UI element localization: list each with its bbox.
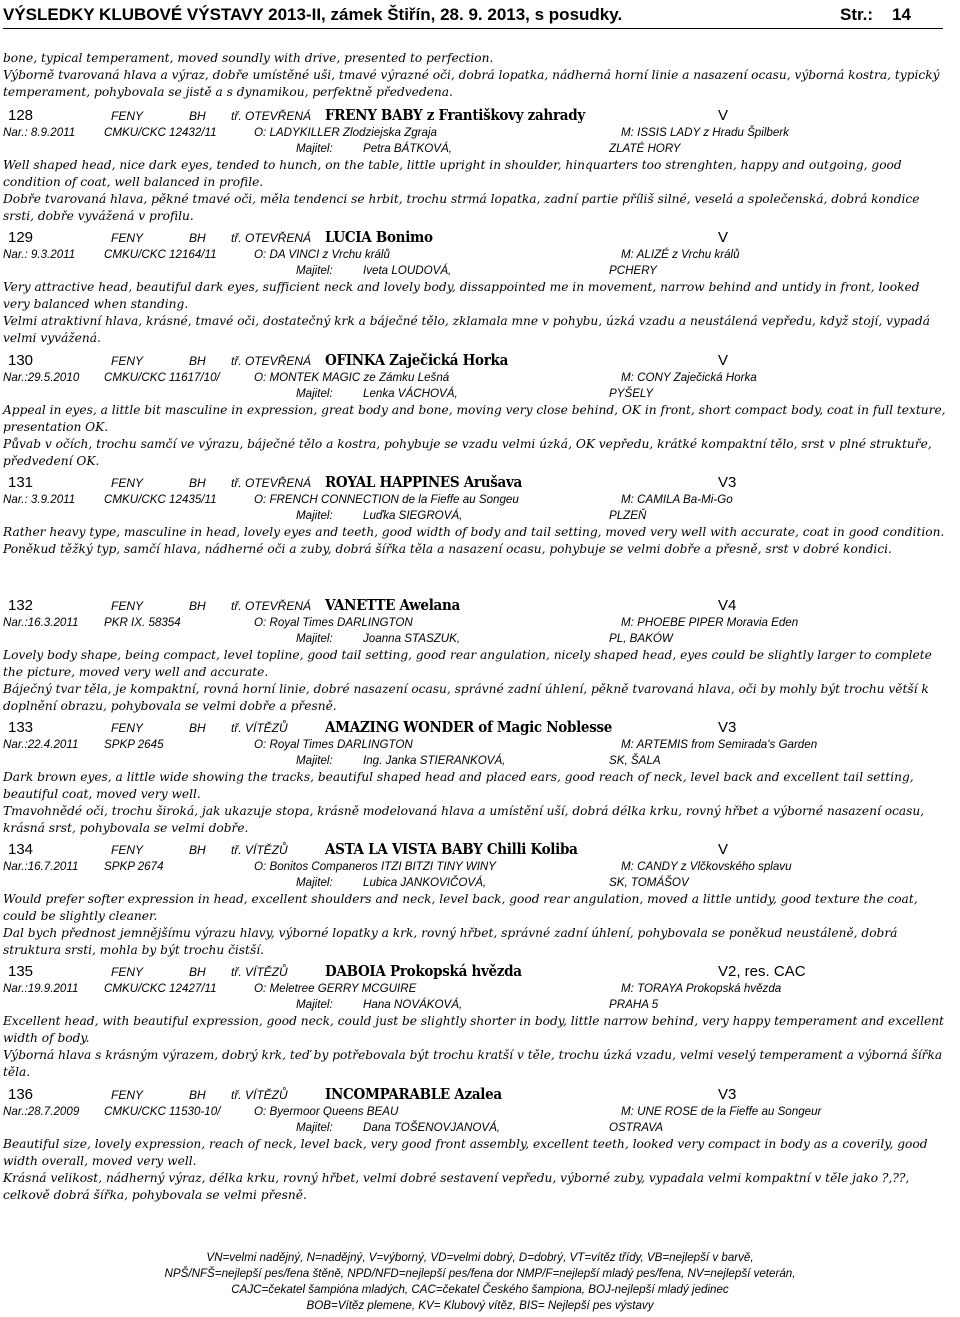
owner-name: Luďka SIEGROVÁ, — [363, 509, 463, 522]
entry-head — [0, 962, 960, 981]
grade: V — [718, 229, 729, 246]
dog-name: INCOMPARABLE Azalea — [325, 1085, 502, 1103]
show-class: tř. VÍTĚZŮ — [231, 1088, 288, 1102]
page-number-block — [840, 2, 911, 28]
dog-name: LUCIA Bonimo — [325, 228, 433, 246]
critique-czech: Báječný tvar těla, je kompaktní, rovná horní linie, dobré nasazení ocasu, správné zadní úhlení, pěkně tvarovaná hlava, oči by mohly být trochu větší k doplnění obrazu, pohybovala se velmi dobře a přesně. — [3, 682, 929, 713]
critique-czech: Půvab v očích, trochu samčí ve výrazu, báječné tělo a kostra, pohybuje se vzadu velmi úzká, OK vepředu, krátké kompaktní tělo, srst v plné struktuře, předvedení OK. — [3, 437, 932, 468]
entry-135 — [0, 962, 960, 1080]
owner-label: Majitel: — [296, 509, 333, 522]
coat-color: BH — [189, 599, 206, 613]
critique-czech: Dobře tvarovaná hlava, pěkné tmavé oči, měla tendenci se hrbit, trochu strmá lopatka, zadní partie příliš silné, veselá a společenská, dobrá kondice srsti, dobře vyvážená v profilu. — [3, 192, 920, 223]
owner-row — [0, 753, 960, 769]
dog-name: VANETTE Awelana — [325, 596, 460, 614]
coat-color: BH — [189, 965, 206, 979]
coat-color: BH — [189, 476, 206, 490]
owner-label: Majitel: — [296, 142, 333, 155]
pedigree-row — [0, 737, 960, 753]
show-class: tř. VÍTĚZŮ — [231, 843, 288, 857]
grade: V2, res. CAC — [718, 963, 806, 980]
carryover-critique — [3, 50, 948, 101]
critique-english: Very attractive head, beautiful dark eyes, sufficient neck and lovely body, dissappointed me in movement, narrow behind and untidy in front, looked very balanced when standing. — [3, 280, 920, 311]
catalog-number: 135 — [8, 963, 34, 980]
grade: V3 — [718, 719, 737, 736]
sire: O: MONTEK MAGIC ze Zámku Lešná — [254, 371, 450, 384]
entry-head — [0, 840, 960, 859]
show-class: tř. OTEVŘENÁ — [231, 476, 312, 490]
sex: FENY — [111, 721, 144, 735]
critique-english: Would prefer softer expression in head, excellent shoulders and neck, level back, good rear angulation, moved a little untidy, good texture the coat, could be slightly cleaner. — [3, 892, 918, 923]
entry-head — [0, 473, 960, 492]
critique — [3, 769, 948, 837]
grade: V4 — [718, 597, 737, 614]
owner-city: PCHERY — [609, 264, 657, 277]
owner-city: PYŠELY — [609, 387, 654, 400]
catalog-number: 131 — [8, 474, 34, 491]
owner-city: PRAHA 5 — [609, 998, 659, 1011]
sire: O: Royal Times DARLINGTON — [254, 616, 413, 629]
legend-line: NPŠ/NFŠ=nejlepší pes/fena štěně, NPD/NFD=nejlepší pes/fena dor NMP/F=nejlepší mladý pes/fena, NV=nejlepší veterán, — [164, 1267, 796, 1280]
catalog-number: 132 — [8, 597, 34, 614]
entry-head — [0, 228, 960, 247]
owner-name: Lubica JANKOVIČOVÁ, — [363, 876, 487, 889]
show-class: tř. VÍTĚZŮ — [231, 965, 288, 979]
catalog-number: 129 — [8, 229, 34, 246]
owner-city: PL, BAKÓW — [609, 632, 673, 645]
sire: O: Royal Times DARLINGTON — [254, 738, 413, 751]
birth-date: Nar.:29.5.2010 — [3, 371, 80, 384]
dam: M: CANDY z Vlčkovského splavu — [621, 860, 792, 873]
owner-label: Majitel: — [296, 998, 333, 1011]
critique — [3, 279, 948, 347]
pedigree-row — [0, 615, 960, 631]
dam: M: ISSIS LADY z Hradu Špilberk — [621, 126, 789, 139]
entry-136 — [0, 1085, 960, 1203]
owner-name: Lenka VÁCHOVÁ, — [363, 387, 458, 400]
owner-row — [0, 875, 960, 891]
owner-row — [0, 997, 960, 1013]
owner-label: Majitel: — [296, 387, 333, 400]
entry-132 — [0, 596, 960, 714]
catalog-number: 133 — [8, 719, 34, 736]
dam: M: CONY Zaječická Horka — [621, 371, 757, 384]
critique — [3, 1013, 948, 1081]
dam: M: ARTEMIS from Semirada's Garden — [621, 738, 818, 751]
registration-number: CMKU/CKC 12435/11 — [104, 493, 217, 506]
pedigree-row — [0, 247, 960, 263]
owner-label: Majitel: — [296, 1121, 333, 1134]
critique-czech: Dal bych přednost jemnějšímu výrazu hlavy, výborné lopatky a krk, rovný hřbet, správné zadní úhlení, pohybovala se poněkud neustáleně, dobrá struktura srsti, mohla by být trochu čistší. — [3, 926, 898, 957]
dam: M: ALIZÉ z Vrchu králů — [621, 248, 740, 261]
sex: FENY — [111, 354, 144, 368]
entry-129 — [0, 228, 960, 346]
sire: O: Bonitos Companeros ITZI BITZI TINY WINY — [254, 860, 497, 873]
dog-name: DABOIA Prokopská hvězda — [325, 962, 522, 980]
birth-date: Nar.: 3.9.2011 — [3, 493, 76, 506]
entry-133 — [0, 718, 960, 836]
critique-czech: Tmavohnědé oči, trochu široká, jak ukazuje stopa, krásně modelovaná hlava a umístění uší, dobrá délka krku, rovný hřbet a výborné nasazení ocasu, krásná srst, pohybovala se velmi dobře. — [3, 804, 925, 835]
critique — [3, 1136, 948, 1204]
registration-number: CMKU/CKC 11617/10/ — [104, 371, 220, 384]
catalog-number: 134 — [8, 841, 34, 858]
entry-134 — [0, 840, 960, 958]
critique-czech: Velmi atraktivní hlava, krásné, tmavé oči, dostatečný krk a báječné tělo, zklamala mne v pohybu, úzká vzadu a neustálená vepředu, když stojí, vypadá velmi vyvážená. — [3, 314, 930, 345]
sire: O: FRENCH CONNECTION de la Fieffe au Songeu — [254, 493, 519, 506]
entry-130 — [0, 351, 960, 469]
page-title: VÝSLEDKY KLUBOVÉ VÝSTAVY 2013-II, zámek Štiřín, 28. 9. 2013, s posudky. — [3, 5, 623, 24]
critique-english: Rather heavy type, masculine in head, lovely eyes and teeth, good width of body and tail setting, moved very well with accurate, coat in good condition. — [3, 525, 945, 539]
entry-head — [0, 718, 960, 737]
dog-name: ROYAL HAPPINES Arušava — [325, 473, 522, 491]
pedigree-row — [0, 981, 960, 997]
dam: M: UNE ROSE de la Fieffe au Songeur — [621, 1105, 822, 1118]
entry-head — [0, 596, 960, 615]
dam: M: TORAYA Prokopská hvězda — [621, 982, 782, 995]
owner-name: Ing. Janka STIERANKOVÁ, — [363, 754, 506, 767]
entry-head — [0, 106, 960, 125]
owner-name: Iveta LOUDOVÁ, — [363, 264, 452, 277]
sex: FENY — [111, 231, 144, 245]
critique — [3, 524, 948, 558]
birth-date: Nar.: 9.3.2011 — [3, 248, 76, 261]
sex: FENY — [111, 965, 144, 979]
coat-color: BH — [189, 354, 206, 368]
owner-name: Joanna STASZUK, — [363, 632, 461, 645]
pedigree-row — [0, 125, 960, 141]
coat-color: BH — [189, 721, 206, 735]
page-header — [3, 2, 943, 29]
pedigree-row — [0, 492, 960, 508]
critique-czech: Poněkud těžký typ, samčí hlava, nádherné oči a zuby, dobrá šířka těla a nasazení ocasu, pohybuje se velmi dobře a přesně, srst v dobré kondici. — [3, 542, 892, 556]
owner-label: Majitel: — [296, 264, 333, 277]
owner-label: Majitel: — [296, 632, 333, 645]
critique — [3, 157, 948, 225]
owner-label: Majitel: — [296, 876, 333, 889]
entry-head — [0, 1085, 960, 1104]
registration-number: CMKU/CKC 12432/11 — [104, 126, 217, 139]
critique-english: Dark brown eyes, a little wide showing the tracks, beautiful shaped head and placed ears, good reach of neck, level back and excellent tail setting, beautiful coat, moved very well. — [3, 770, 914, 801]
owner-label: Majitel: — [296, 754, 333, 767]
critique-english: bone, typical temperament, moved soundly with drive, presented to perfection. — [3, 51, 494, 65]
sex: FENY — [111, 109, 144, 123]
owner-city: SK, TOMÁŠOV — [609, 876, 689, 889]
owner-city: PLZEŇ — [609, 509, 647, 522]
owner-city: ZLATÉ HORY — [609, 142, 681, 155]
grade: V3 — [718, 1086, 737, 1103]
birth-date: Nar.:22.4.2011 — [3, 738, 79, 751]
critique-english: Well shaped head, nice dark eyes, tended to hunch, on the table, little upright in shoulder, hinquarters too strenghten, happy and outgoing, good condition of coat, well balanced in profile. — [3, 158, 902, 189]
pedigree-row — [0, 370, 960, 386]
dog-name: OFINKA Zaječická Horka — [325, 351, 509, 369]
critique-english: Lovely body shape, being compact, level topline, good tail setting, good rear angulation, nicely shaped head, eyes could be slightly larger to complete the picture, moved very well and accurate. — [3, 648, 932, 679]
owner-row — [0, 631, 960, 647]
dog-name: FRENY BABY z Františkovy zahrady — [325, 106, 585, 124]
sex: FENY — [111, 843, 144, 857]
sire: O: Byermoor Queens BEAU — [254, 1105, 399, 1118]
page-label: Str.: — [840, 5, 874, 24]
critique-english: Beautiful size, lovely expression, reach of neck, level back, very good front assembly, excellent teeth, looked very compact in body as a coverily, good width overall, moved very well. — [3, 1137, 928, 1168]
dam: M: PHOEBE PIPER Moravia Eden — [621, 616, 799, 629]
pedigree-row — [0, 1104, 960, 1120]
catalog-number: 136 — [8, 1086, 34, 1103]
grade: V3 — [718, 474, 737, 491]
grade: V — [718, 107, 729, 124]
owner-city: OSTRAVA — [609, 1121, 664, 1134]
owner-name: Petra BÁTKOVÁ, — [363, 142, 452, 155]
coat-color: BH — [189, 1088, 206, 1102]
show-class: tř. VÍTĚZŮ — [231, 721, 288, 735]
catalog-number: 130 — [8, 352, 34, 369]
coat-color: BH — [189, 843, 206, 857]
owner-row — [0, 1120, 960, 1136]
show-class: tř. OTEVŘENÁ — [231, 231, 312, 245]
page-number: 14 — [892, 5, 911, 24]
birth-date: Nar.:16.7.2011 — [3, 860, 79, 873]
critique — [3, 891, 948, 959]
registration-number: CMKU/CKC 12164/11 — [104, 248, 217, 261]
registration-number: CMKU/CKC 11530-10/ — [104, 1105, 221, 1118]
sex: FENY — [111, 476, 144, 490]
owner-row — [0, 141, 960, 157]
coat-color: BH — [189, 109, 206, 123]
legend-line: VN=velmi nadějný, N=nadějný, V=výborný, VD=velmi dobrý, D=dobrý, VT=vítěz třídy, VB=nejlepší v barvě, — [206, 1251, 754, 1264]
grade: V — [718, 841, 729, 858]
critique-czech: Výborná hlava s krásným výrazem, dobrý krk, teď by potřebovala být trochu kratší v těle, trochu úzká vzadu, velmi veselý temperament a výborná šířka těla. — [3, 1048, 943, 1079]
critique — [3, 402, 948, 470]
show-class: tř. OTEVŘENÁ — [231, 354, 312, 368]
sex: FENY — [111, 1088, 144, 1102]
owner-city: SK, ŠALA — [609, 754, 661, 767]
owner-name: Hana NOVÁKOVÁ, — [363, 998, 463, 1011]
entry-head — [0, 351, 960, 370]
registration-number: PKR IX. 58354 — [104, 616, 181, 629]
legend-line: CAJC=čekatel šampióna mladých, CAC=čekatel Českého šampiona, BOJ-nejlepší mladý jedinec — [231, 1283, 729, 1296]
grade: V — [718, 352, 729, 369]
registration-number: CMKU/CKC 12427/11 — [104, 982, 217, 995]
critique-english: Appeal in eyes, a little bit masculine in expression, great body and bone, moving very close behind, OK in front, short compact body, coat in full texture, presentation OK. — [3, 403, 946, 434]
birth-date: Nar.: 8.9.2011 — [3, 126, 76, 139]
dog-name: ASTA LA VISTA BABY Chilli Koliba — [325, 840, 578, 858]
critique-english: Excellent head, with beautiful expression, good neck, could just be slightly shorter in body, little narrow behind, very happy temperament and excellent width of body. — [3, 1014, 944, 1045]
critique-czech: Výborně tvarovaná hlava a výraz, dobře umístěné uši, tmavé výrazné oči, dobrá lopatka, nádherná horní linie a nasazení ocasu, výborná kostra, typický temperament, pohybovala se jistě a s dynamikou, perfektně předvedena. — [3, 68, 940, 99]
pedigree-row — [0, 859, 960, 875]
critique — [3, 647, 948, 715]
birth-date: Nar.:16.3.2011 — [3, 616, 79, 629]
registration-number: SPKP 2645 — [104, 738, 164, 751]
show-class: tř. OTEVŘENÁ — [231, 109, 312, 123]
entry-131 — [0, 473, 960, 591]
abbreviation-legend — [0, 1250, 960, 1314]
owner-row — [0, 386, 960, 402]
sire: O: Meletree GERRY MCGUIRE — [254, 982, 417, 995]
catalog-number: 128 — [8, 107, 34, 124]
critique-czech: Krásná velikost, nádherný výraz, délka krku, rovný hřbet, velmi dobré sestavení vepředu, výborné zuby, vypadala velmi kompaktní v těle jako ?,??, celkově dobrá šířka, pohybovala se velmi přesně. — [3, 1171, 910, 1202]
birth-date: Nar.:19.9.2011 — [3, 982, 79, 995]
sex: FENY — [111, 599, 144, 613]
dam: M: CAMILA Ba-Mi-Go — [621, 493, 733, 506]
birth-date: Nar.:28.7.2009 — [3, 1105, 80, 1118]
dog-name: AMAZING WONDER of Magic Noblesse — [325, 718, 613, 736]
coat-color: BH — [189, 231, 206, 245]
registration-number: SPKP 2674 — [104, 860, 164, 873]
owner-name: Dana TOŠENOVJANOVÁ, — [363, 1121, 501, 1134]
owner-row — [0, 263, 960, 279]
owner-row — [0, 508, 960, 524]
sire: O: DA VINCI z Vrchu králů — [254, 248, 390, 261]
show-class: tř. OTEVŘENÁ — [231, 599, 312, 613]
entry-128 — [0, 106, 960, 224]
legend-line: BOB=Vítěz plemene, KV= Klubový vítěz, BIS= Nejlepší pes výstavy — [306, 1299, 654, 1312]
sire: O: LADYKILLER Zlodziejska Zgraja — [254, 126, 437, 139]
